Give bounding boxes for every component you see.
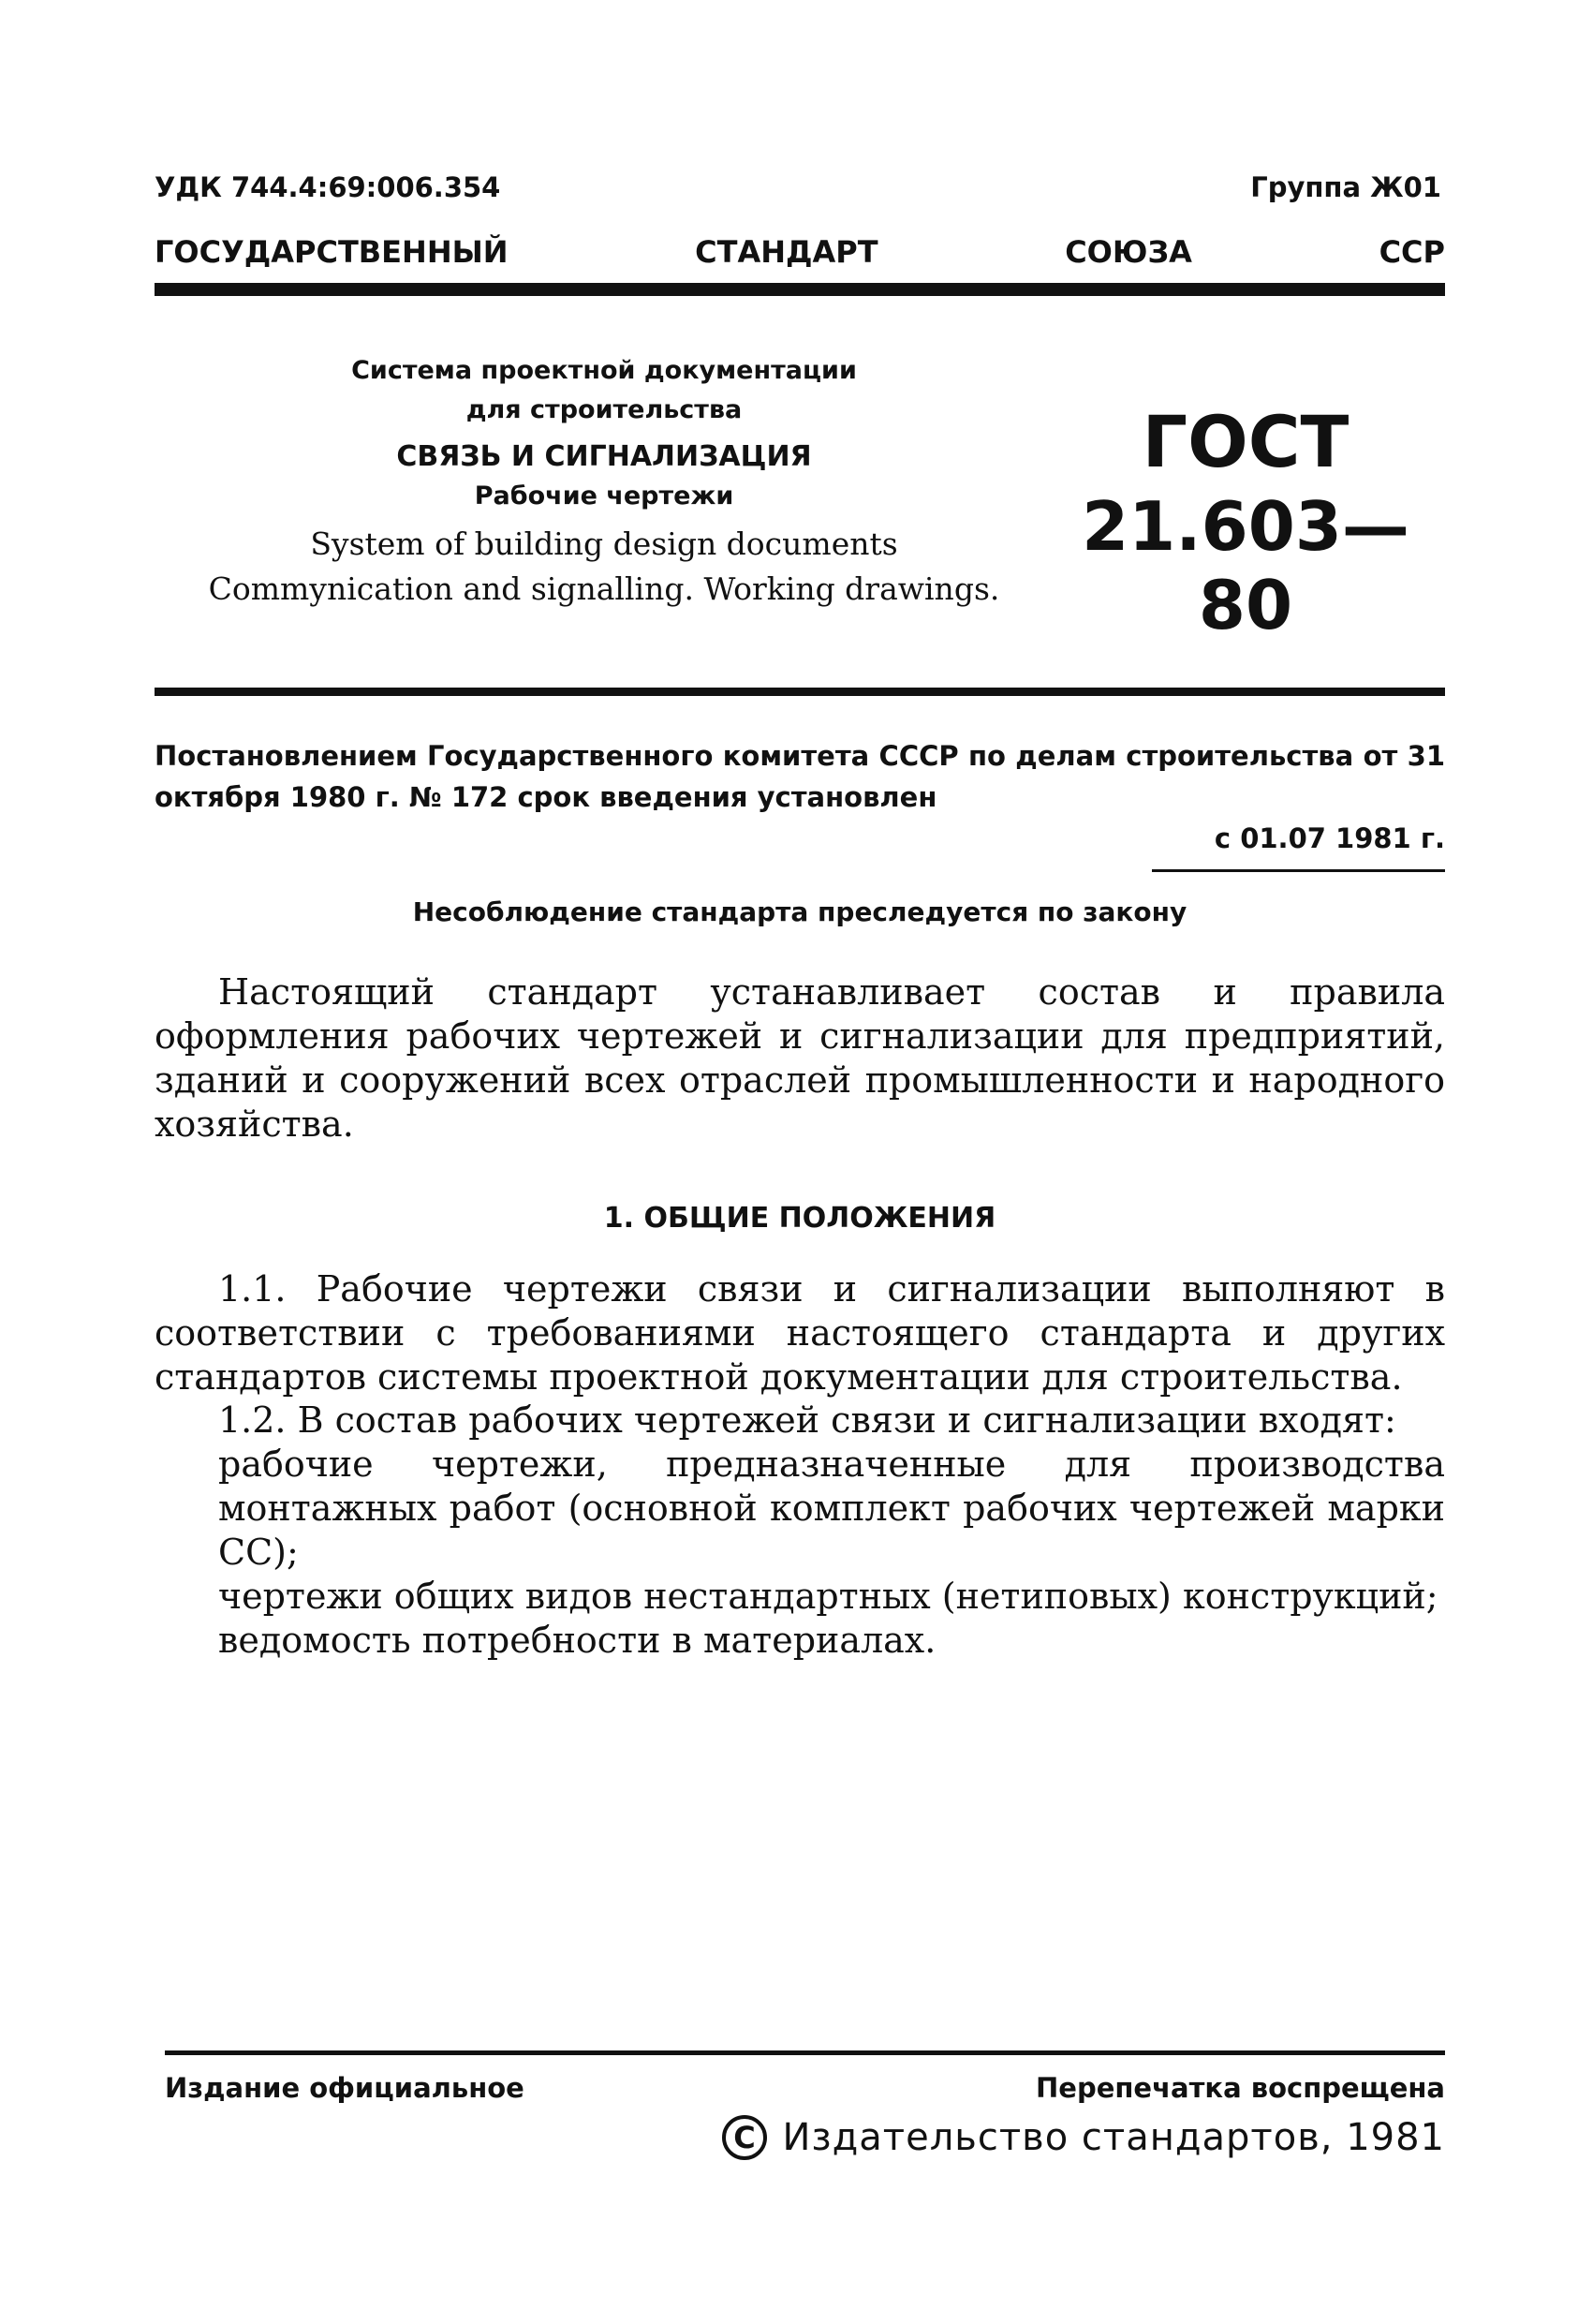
reprint-note: Перепечатка воспрещена — [1036, 2072, 1445, 2104]
edition-note: Издание официальное — [165, 2072, 524, 2104]
banner-word: ГОСУДАРСТВЕННЫЙ — [155, 234, 509, 270]
system-title-line: Система проектной документации — [351, 356, 857, 385]
clause-1-1: 1.1. Рабочие чертежи связи и сигнализации выполняют в соответствии с требованиями настоящего стандарта и других стандартов системы проектной документации для строительства. — [155, 1268, 1445, 1398]
header-rule — [155, 283, 1445, 296]
gost-number: 21.603—80 — [1082, 487, 1409, 644]
english-title-line: System of building design documents — [310, 525, 898, 562]
list-item: ведомость потребности в материалах. — [218, 1620, 937, 1661]
banner-word: СТАНДАРТ — [695, 234, 878, 270]
footer-rule — [165, 2050, 1445, 2055]
legal-notice: Несоблюдение стандарта преследуется по закону — [412, 896, 1187, 927]
copyright-icon: C — [722, 2115, 767, 2160]
system-title-line: для строительства — [465, 395, 743, 424]
udk-code: УДК 744.4:69:006.354 — [155, 171, 501, 203]
publisher-name: Издательство стандартов, 1981 — [782, 2116, 1445, 2159]
title-block — [201, 351, 1007, 612]
list-item: чертежи общих видов нестандартных (нетиповых) конструкций; — [218, 1576, 1438, 1617]
subtitle: Рабочие чертежи — [474, 481, 734, 511]
date-underline — [1152, 869, 1445, 872]
section-rule — [155, 688, 1445, 696]
section-heading: 1. ОБЩИЕ ПОЛОЖЕНИЯ — [603, 1202, 996, 1235]
list-item: рабочие чертежи, предназначенные для производства монтажных работ (основной комплект рабочих чертежей марки СС); — [218, 1443, 1445, 1573]
clause-1-2-list — [218, 1443, 1445, 1663]
effective-date: с 01.07 1981 г. — [1214, 822, 1445, 854]
publisher-line — [722, 2115, 1445, 2160]
decree-text: Постановлением Государственного комитета СССР по делам строительства от 31 октября 1980 г. № 172 срок введения установлен — [155, 740, 1445, 813]
banner-word: СОЮЗА — [1065, 234, 1192, 270]
banner-word: ССР — [1379, 234, 1445, 270]
subject-title: СВЯЗЬ И СИГНАЛИЗАЦИЯ — [396, 440, 812, 473]
english-title-line: Commynication and signalling. Working drawings. — [208, 570, 1000, 607]
gost-label: ГОСТ — [1142, 400, 1350, 483]
group-code: Группа Ж01 — [1250, 171, 1441, 203]
clause-1-2: 1.2. В состав рабочих чертежей связи и сигнализации входят: — [218, 1399, 1396, 1441]
intro-paragraph: Настоящий стандарт устанавливает состав и правила оформления рабочих чертежей и сигнализации для предприятий, зданий и сооружений всех отраслей промышленности и народного хозяйства. — [155, 971, 1445, 1145]
state-standard-banner — [155, 234, 1445, 270]
